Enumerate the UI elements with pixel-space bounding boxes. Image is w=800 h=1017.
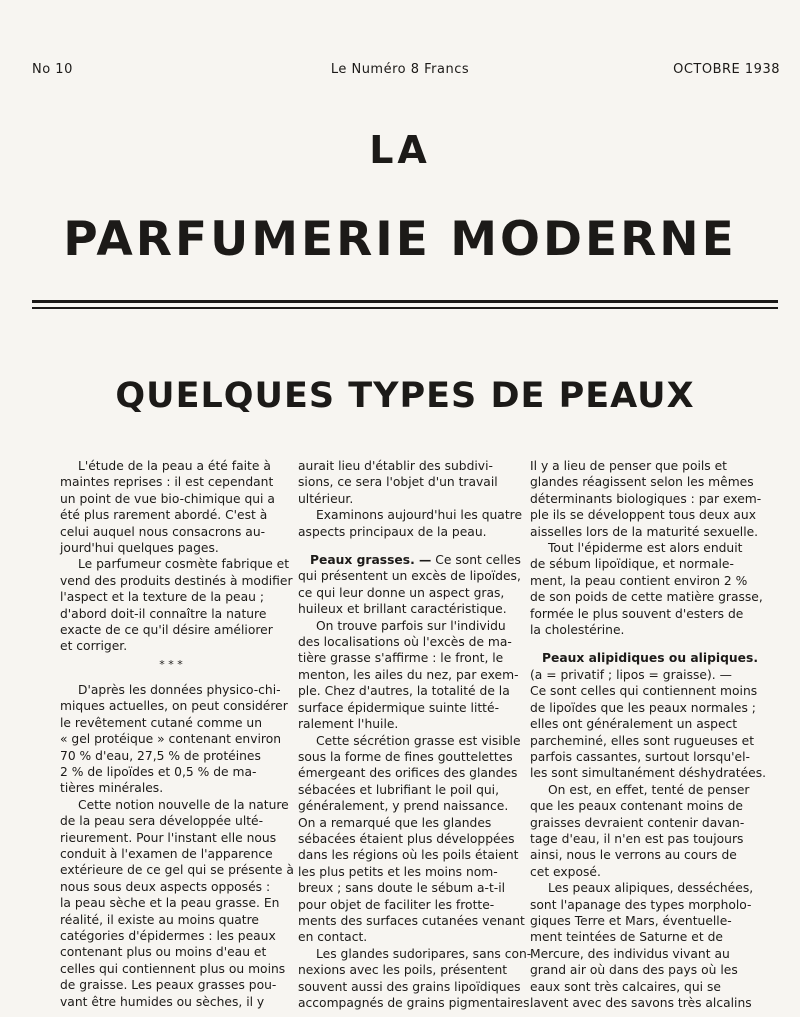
text-line: elles ont généralement un aspect xyxy=(530,717,738,732)
text-line: (a = privatif ; lipos = graisse). — xyxy=(530,667,732,682)
text-line: surface épidermique suinte litté- xyxy=(298,700,500,715)
text-line: ple. Chez d'autres, la totalité de la xyxy=(298,684,510,699)
text-line: les plus petits et les moins nom- xyxy=(298,864,498,879)
text-line: Tout l'épiderme est alors enduit xyxy=(548,541,743,556)
text-line: On a remarqué que les glandes xyxy=(298,815,492,830)
text-line: celui auquel nous consacrons au- xyxy=(60,524,266,539)
text-line: conduit à l'examen de l'apparence xyxy=(60,846,273,861)
text-line: la peau sèche et la peau grasse. En xyxy=(60,896,280,911)
text-line: exacte de ce qu'il désire améliorer xyxy=(60,623,273,638)
article-column-2 xyxy=(298,458,534,1011)
text-line: « gel protéique » contenant environ xyxy=(60,732,282,747)
text-line: 2 % de lipoïdes et 0,5 % de ma- xyxy=(60,764,257,779)
text-line: tage d'eau, il n'en est pas toujours xyxy=(530,831,744,846)
text-line: ce qui leur donne un aspect gras, xyxy=(298,585,505,600)
text-line: ments des surfaces cutanées venant xyxy=(298,913,525,928)
text-line: D'après les données physico-chi- xyxy=(78,682,281,697)
text-line: émergeant des orifices des glandes xyxy=(298,766,518,781)
text-line: eaux sont très calcaires, qui se xyxy=(530,979,721,994)
text-line: pour objet de faciliter les frotte- xyxy=(298,897,495,912)
text-line: ralement l'huile. xyxy=(298,717,399,732)
text-line: aspects principaux de la peau. xyxy=(298,524,487,539)
text-line: graisses devraient contenir davan- xyxy=(530,815,745,830)
text-line: un point de vue bio-chimique qui a xyxy=(60,491,275,506)
section-asterism: * * * xyxy=(159,657,183,671)
text-line: sont l'apanage des types morpholo- xyxy=(530,897,752,912)
text-line: giques Terre et Mars, éventuelle- xyxy=(530,913,732,928)
text-line: tières minérales. xyxy=(60,781,164,796)
text-line: Les peaux alipiques, desséchées, xyxy=(548,881,754,896)
text-line: formée le plus souvent d'esters de xyxy=(530,606,744,621)
masthead-rule-bottom xyxy=(32,307,778,309)
text-line: souvent aussi des grains lipoïdiques xyxy=(298,979,521,994)
text-line: Ce sont celles qui contiennent moins xyxy=(530,684,758,699)
section-heading-peaux-alipidiques: Peaux alipidiques ou alipiques. xyxy=(542,651,758,666)
text-line: sions, ce sera l'objet d'un travail xyxy=(298,475,498,490)
text-line: ple ils se développent tous deux aux xyxy=(530,508,756,523)
text-line: tière grasse s'affirme : le front, le xyxy=(298,651,504,666)
text-line: déterminants biologiques : par exem- xyxy=(530,491,762,506)
text-line: rieurement. Pour l'instant elle nous xyxy=(60,830,277,845)
text-line: les sont simultanément déshydratées. xyxy=(530,766,767,781)
article-title: QUELQUES TYPES DE PEAUX xyxy=(115,376,695,416)
text-line: huileux et brillant caractéristique. xyxy=(298,602,507,617)
text-line: On trouve parfois sur l'individu xyxy=(316,618,506,633)
text-line: On est, en effet, tenté de penser xyxy=(548,782,750,797)
text-line: réalité, il existe au moins quatre xyxy=(60,912,259,927)
text-line: sébacées et lubrifiant le poil qui, xyxy=(298,782,499,797)
text-line: breux ; sans doute le sébum a-t-il xyxy=(298,881,506,896)
text-line: grand air où dans des pays où les xyxy=(530,963,738,978)
text-line: de son poids de cette matière grasse, xyxy=(530,590,763,605)
section-heading-peaux-grasses: Peaux grasses. — xyxy=(310,553,432,568)
text-line: menton, les ailes du nez, par exem- xyxy=(298,667,519,682)
text-line: L'étude de la peau a été faite à xyxy=(78,459,271,473)
text-line: de graisse. Les peaux grasses pou- xyxy=(60,978,277,993)
text-line: 70 % d'eau, 27,5 % de protéines xyxy=(60,748,261,763)
article-column-3 xyxy=(530,458,770,1011)
text-line: de la peau sera développée ulté- xyxy=(60,814,264,829)
text-line: de sébum lipoïdique, et normale- xyxy=(530,557,734,572)
issue-date: OCTOBRE 1938 xyxy=(673,62,780,77)
text-line: Examinons aujourd'hui les quatre xyxy=(316,508,523,523)
heading-continuation: Ce sont celles xyxy=(431,553,521,568)
text-line: extérieure de ce gel qui se présente à xyxy=(60,863,294,878)
text-line: été plus rarement abordé. C'est à xyxy=(60,508,268,523)
text-line: ment teintées de Saturne et de xyxy=(530,930,723,945)
text-line: ment, la peau contient environ 2 % xyxy=(530,573,748,588)
text-line: Il y a lieu de penser que poils et xyxy=(530,459,728,473)
text-line: maintes reprises : il est cependant xyxy=(60,475,274,490)
text-line: en contact. xyxy=(298,930,368,945)
text-line: contenant plus ou moins d'eau et xyxy=(60,945,267,960)
text-line: celles qui contiennent plus ou moins xyxy=(60,961,286,976)
text-line: accompagnés de grains pigmentaires. xyxy=(298,996,534,1010)
text-line: des localisations où l'excès de ma- xyxy=(298,635,512,650)
text-line: parfois cassantes, surtout lorsqu'el- xyxy=(530,749,750,764)
text-line: vant être humides ou sèches, il y xyxy=(60,994,265,1009)
text-line: miques actuelles, on peut considérer xyxy=(60,699,288,714)
text-line: Les glandes sudoripares, sans con- xyxy=(316,946,532,961)
text-line: jourd'hui quelques pages. xyxy=(60,541,219,556)
text-line: de lipoïdes que les peaux normales ; xyxy=(530,700,756,715)
text-line: l'aspect et la texture de la peau ; xyxy=(60,590,264,605)
article-column-1 xyxy=(60,458,294,1010)
text-line: la cholestérine. xyxy=(530,623,625,638)
text-line: catégories d'épidermes : les peaux xyxy=(60,928,276,943)
text-line: aurait lieu d'établir des subdivi- xyxy=(298,459,493,473)
paragraph-gap xyxy=(298,540,516,552)
section-heading-line xyxy=(298,552,521,568)
text-line: qui présentent un excès de lipoïdes, xyxy=(298,569,521,584)
text-line: sous la forme de fines gouttelettes xyxy=(298,749,513,764)
masthead-line-1: LA xyxy=(369,128,431,172)
text-line: le revêtement cutané comme un xyxy=(60,715,263,730)
masthead-line-2: PARFUMERIE MODERNE xyxy=(63,212,737,267)
text-line: nous sous deux aspects opposés : xyxy=(60,879,271,894)
text-line: Mercure, des individus vivant au xyxy=(530,946,730,961)
text-line: généralement, y prend naissance. xyxy=(298,799,509,814)
text-line: ainsi, nous le verrons au cours de xyxy=(530,848,737,863)
text-line: cet exposé. xyxy=(530,864,601,879)
issue-number: No 10 xyxy=(32,62,73,77)
text-line: dans les régions où les poils étaient xyxy=(298,848,519,863)
text-line: Le parfumeur cosmète fabrique et xyxy=(78,557,290,572)
text-line: Cette notion nouvelle de la nature xyxy=(78,797,289,812)
text-line: glandes réagissent selon les mêmes xyxy=(530,475,754,490)
text-line: sébacées étaient plus développées xyxy=(298,831,515,846)
text-line: vend des produits destinés à modifier xyxy=(60,573,293,588)
masthead-rule-top xyxy=(32,300,778,303)
text-line: que les peaux contenant moins de xyxy=(530,799,743,814)
issue-price: Le Numéro 8 Francs xyxy=(330,62,470,77)
text-line: Cette sécrétion grasse est visible xyxy=(316,733,521,748)
text-line: lavent avec des savons très alcalins xyxy=(530,996,752,1010)
text-line: et corriger. xyxy=(60,639,128,654)
text-line: aisselles lors de la maturité sexuelle. xyxy=(530,524,759,539)
text-line: ultérieur. xyxy=(298,491,354,506)
text-line: d'abord doit-il connaître la nature xyxy=(60,606,267,621)
paragraph-gap xyxy=(530,638,770,650)
text-line: parcheminé, elles sont rugueuses et xyxy=(530,733,755,748)
text-line: nexions avec les poils, présentent xyxy=(298,963,508,978)
